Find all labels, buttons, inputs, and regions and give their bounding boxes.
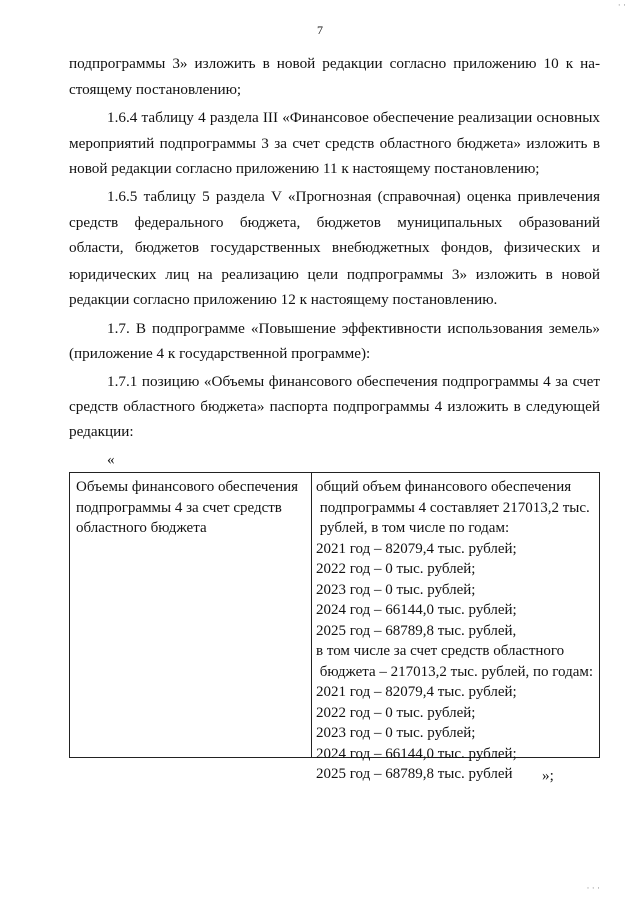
paragraph-3-line-4: юридических лиц на реализацию цели подпрограммы 3» изложить в новой — [69, 266, 600, 283]
right-cell-line: 2022 год – 0 тыс. рублей; — [316, 704, 476, 721]
right-cell-line: общий объем финансового обеспечения — [316, 479, 572, 495]
right-cell-line: бюджета – 217013,2 тыс. рублей, по годам: — [316, 663, 594, 680]
right-cell-line: подпрограммы 4 составляет 217013,2 тыс. — [316, 499, 590, 516]
right-cell-line: 2022 год – 0 тыс. рублей; — [316, 561, 476, 577]
paragraph-2-line-1: 1.6.4 таблицу 4 раздела III «Финансовое обеспечение реализации основных — [107, 109, 600, 126]
closing-quote: »; — [542, 767, 554, 784]
financing-passport-table — [69, 472, 600, 782]
paragraph-4-line-2: (приложение 4 к государственной программе): — [69, 345, 371, 362]
page-number: 7 — [317, 23, 323, 37]
paragraph-1-line-2: стоящему постановлению; — [69, 81, 242, 98]
left-cell-line: областного бюджета — [76, 520, 207, 536]
left-cell-line: Объемы финансового обеспечения — [76, 479, 299, 495]
right-cell-line: 2023 год – 0 тыс. рублей; — [316, 581, 476, 598]
scan-mark-top: · · — [617, 0, 626, 10]
left-cell-line: подпрограммы 4 за счет средств — [76, 499, 282, 516]
table-left-cell — [76, 477, 306, 539]
paragraph-5-line-1: 1.7.1 позицию «Объемы финансового обеспечения подпрограммы 4 за счет — [107, 373, 600, 390]
paragraph-3-line-2: средств федерального бюджета, бюджетов муниципальных образований — [69, 214, 600, 231]
right-cell-line: в том числе за счет средств областного — [316, 643, 565, 659]
right-cell-line: 2023 год – 0 тыс. рублей; — [316, 725, 476, 741]
paragraph-5-line-3: редакции: — [69, 423, 134, 440]
paragraph-1-line-1: подпрограммы 3» изложить в новой редакции согласно приложению 10 к на- — [69, 55, 600, 72]
paragraph-3-line-3: области, бюджетов государственных внебюджетных фондов, физических и — [69, 239, 600, 256]
paragraph-3-line-5: редакции согласно приложению 12 к настоящему постановлению. — [69, 291, 498, 308]
paragraph-3-line-1: 1.6.5 таблицу 5 раздела V «Прогнозная (справочная) оценка привлечения — [107, 188, 600, 205]
right-cell-line: 2025 год – 68789,8 тыс. рублей, — [316, 622, 517, 639]
scan-mark-bottom: · · · — [586, 883, 600, 893]
table-right-cell — [316, 477, 598, 785]
paragraph-2-line-2: мероприятий подпрограммы 3 за счет средств областного бюджета» изложить в — [69, 135, 600, 152]
paragraph-4-line-1: 1.7. В подпрограмме «Повышение эффективности использования земель» — [107, 320, 600, 337]
paragraph-5-line-2: средств областного бюджета» паспорта подпрограммы 4 изложить в следующей — [69, 398, 600, 415]
paragraph-2-line-3: новой редакции согласно приложению 11 к настоящему постановлению; — [69, 160, 540, 177]
right-cell-line: 2024 год – 66144,0 тыс. рублей; — [316, 745, 517, 762]
right-cell-line: рублей, в том числе по годам: — [316, 520, 510, 536]
right-cell-line: 2021 год – 82079,4 тыс. рублей; — [316, 684, 517, 700]
opening-quote: « — [107, 451, 115, 468]
right-cell-line: 2021 год – 82079,4 тыс. рублей; — [316, 540, 517, 557]
right-cell-line: 2025 год – 68789,8 тыс. рублей — [316, 766, 513, 782]
table-column-divider — [311, 473, 312, 757]
right-cell-line: 2024 год – 66144,0 тыс. рублей; — [316, 602, 517, 618]
